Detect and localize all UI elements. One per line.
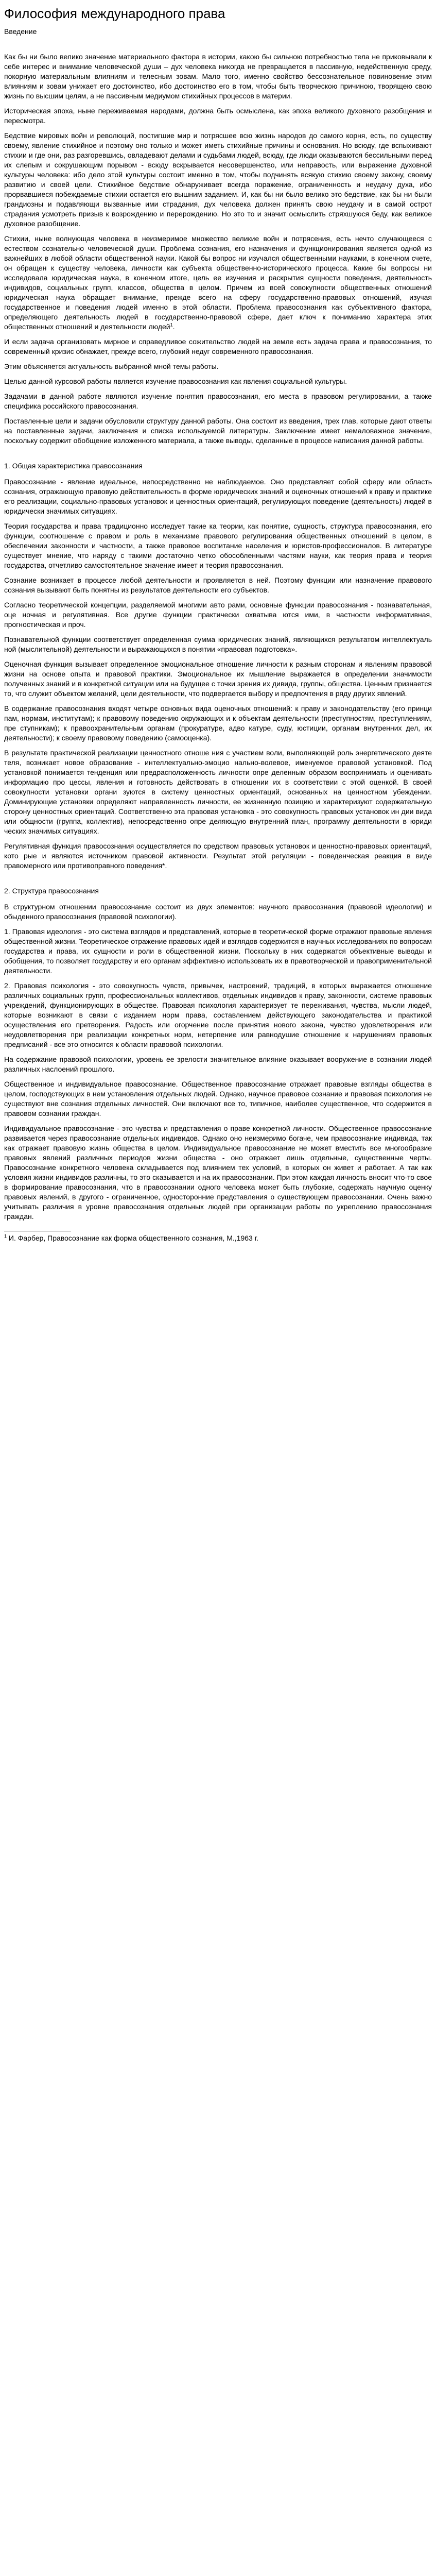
section-2-heading: 2. Структура правосознания [4,887,99,895]
section-1-paragraph: В содержание правосознания входят четыре основных вида оценочных отношений: к праву и законодательству (его принци пам, нормам, институтам); к правовому поведению окружающих и к объектам деятельности (преступностям, преступлениям, пре ступникам); к правоохранительным органам (прокуратуре, адво катуре, суду, юстиции, органам внутренних дел, их деятельности); к своему правовому поведению (самооценка). [4,704,432,742]
section-1-paragraph: Теория государства и права традиционно исследует такие ка теории, как понятие, сущность, структура правосознания, его функции, соотношение с правом и роль в механизме правового регулирования общественных отношений в целом, в обеспечении законности и частности, а также правовое воспитание населения и юристов-профессионалов. В литературе существует мнение, что наряду с такими достаточно четко обособленными частями науки, как теория права и теория государства, отчетливо самостоятельное значение имеет и теория правосознания. [4,522,432,569]
introduction-heading: Введение [4,27,37,36]
document-title: Философия международного права [4,6,225,21]
section-1-paragraph: Сознание возникает в процессе любой деятельности и проявляется в ней. Поэтому функции или назначение правового сознания вызывают быть понятны из результатов деятельности его субъектов. [4,576,432,594]
section-1-paragraph: Оценочная функция вызывает определенное эмоциональное отношение личности к разным сторонам и явлениям правовой жизни на основе опыта и правовой практики. Эмоциональное их мышление выражается в определении значимости полученных знаний и в конкретной ситуации или на будущее с точки зрения их дивида, группы, общества. Ценным признается то, что служит объектом желаний, цели деятельности, что подвергается выбору и предпочтения в ряду других явлений. [4,660,432,698]
section-1-paragraph: Регулятивная функция правосознания осуществляется по средством правовых установок и ценностно-правовых ориентаций, кото рые и являются источником правовой активности. Результат этой регуляции - поведенческая реакция в виде правомерного или противоправного поведения*. [4,842,432,870]
section-2-paragraph: На содержание правовой психологии, уровень ее зрелости значительное влияние оказывает вооружение в сознании людей различных наслоений прошлого. [4,1055,432,1073]
purpose-paragraph: Поставленные цели и задачи обусловили структуру данной работы. Она состоит из введения, трех глав, которые дают ответы на поставленные задачи, заключения и списка используемой литературы. Заключение имеет немаловажное значение, поскольку содержит обобщение изложенного материала, а также выводы, сделанные в процессе написания данной работы. [4,417,432,445]
intro-paragraph-tail: . [172,323,175,331]
section-2-paragraph: В структурном отношении правосознание состоит из двух элементов: научного правосознания (правовой идеологии) и обыденного правосознания (правовой психологии). [4,903,432,921]
purpose-paragraph: И если задача организовать мирное и справедливое сожительство людей на земле есть задача права и правосознания, то современный кризис обнажает, прежде всего, глубокий недуг современного правосознания. [4,337,432,355]
section-2-paragraph: 2. Правовая психология - это совокупность чувств, привычек, настроений, традиций, в которых выражается отношение различных социальных групп, профессиональных коллективов, отдельных индивидов к праву, законности, системе правовых учреждений, функционирующих в обществе. Правовая психология характеризует те переживания, чувства, мысли людей, которые возникают в связи с изданием норм права, составлением действующего законодательства и практикой осуществления его претворения. Радость или огорчение после принятия нового закона, чувство удовлетворения или неудовлетворения при реализации конкретных норм, нетерпение или равнодушие отношение к нарушениям правовых предписаний - все это относится к области правовой психологии. [4,981,432,1048]
intro-paragraph: Бедствие мировых войн и революций, постигшие мир и потрясшее всю жизнь народов до самого корня, есть, по существу своему, явление стихийное и поэтому оно только и может иметь стихийные причины и основания. Но всюду, где вспыхивают стихии и где они, раз разгоревшись, овладевают делами и судьбами людей, всюду, где люди оказываются бессильными перед их слепым и сокрушающим порывом - всюду вскрывается несовершенство, или неправость, или выражение духовной культуры человека: ибо дело этой культуры состоит именно в том, чтобы подчинять всякую стихию своему закону, своему развитию и своей цели. Стихийное бедствие обнаруживает всегда поражение, ограниченность и неудачу духа, ибо прорвавшиеся побеждаемые стихии остается его вышним заданием. И, как бы ни было велико это бедствие, как бы ни были грандиозны и подавляющи вызванные ими страдания, дух человека должен принять свою неудачу и в самой острот страдания усмотреть призыв к возрождению и перерождению. Но это то и значит осмыслить стряхшуюся беду, как великое духовное разобщение. [4,131,432,228]
intro-paragraph-text: Стихии, ныне волнующая человека в неизмеримое множество великие войн и потрясения, есть нечто случающееся с естеством сознательно человеческой души. Проблема сознания, его назначения и функционирования является одной из важнейших в любой области общественной науки. Какой бы вопрос ни изучался общественными науками, в конечном счете, он обращен к существу человека, личности как субъекта общественно-исторического процесса. Какие бы вопросы ни исследовала юридическая наука, в конечном итоге, цель ее изучения и раскрытия сущности поведения, деятельность индивидов, социальных групп, классов, общества в целом. Причем из всей совокупности общественных отношений юридическая наука обращает внимание, прежде всего на сферу государственно-правовых отношений, изучая государственное и поведения людей именно в этой области. Проблема правосознания как субъективного фактора, определяющего деятельность людей в государственно-правовой сфере, дает ключ к пониманию характера этих общественных отношений и деятельности людей [4,234,432,331]
section-2-paragraph: 1. Правовая идеология - это система взглядов и представлений, которые в теоретической форме отражают правовые явления общественной жизни. Теоретическое отражение правовых идей и взглядов содержится в научных исследованиях по вопросам государства и права, их сущности и роли в общественной жизни. Поскольку в них содержатся объективные выводы и обобщения, то позволяет государству и его органам эффективно использовать их в правотворческой и правоприменительной деятельности. [4,927,432,975]
intro-paragraph [4,234,432,332]
intro-paragraph: Как бы ни было велико значение материального фактора в истории, какою бы сильною потребностью тела не приковывали к себе интерес и внимание человеческой души – дух человека никогда не превращается в пассивную, недейственную среду, покорную материальным влияниям и телесным зовам. Мало того, именно свойство бессознательное повиновение этим влияниям и зовам унижает его достоинство, ибо достоинство его в том, чтобы быть творческою причиною, творящею свою жизнь по высшим целям, а не пассивным медиумом стихийных процессов в материи. [4,53,432,100]
footnote-reference[interactable]: 1 [170,322,173,328]
section-1-paragraph: Правосознание - явление идеальное, непосредственно не наблюдаемое. Оно представляет собой сферу или область сознания, отражающую правовую действительность в форме юридических знаний и оценочных отношений к праву и практике его реализации, социально-правовых установок и ценностных ориентаций, регулирующих поведение (деятельность) людей в юридически значимых ситуациях. [4,478,432,515]
section-2-paragraph: Индивидуальное правосознание - это чувства и представления о праве конкретной личности. Общественное правосознание развивается через правосознание отдельных индивидов. Однако оно неизмеримо богаче, чем правосознание индивида, так как отражает правовую жизнь общества в целом. Индивидуальное правосознание не может вместить все многообразие правовых явлений различных периодов жизни общества - оно отражает лишь отдельные, существенные черты. Правосознание конкретного человека складывается под влиянием тех условий, в которых он живет и работает. А так как условия жизни индивидов различны, то это сказывается и на их правосознании. При этом каждая личность вносит что-то свое в формирование правосознания, что в правосознании одного человека может быть глубокие, содержать научную оценку правовых явлений, в другого - ограниченное, односторонние представления о существующем правосознании. Очень важно учитывать различия в уровне правосознания отдельных людей при организации работы по укреплению правосознания граждан. [4,1124,432,1221]
section-1-paragraph: Согласно теоретической концепции, разделяемой многими авто рами, основные функции правосознания - познавательная, оце ночная и регулятивная. Все другие функции практически охватыва ются ими, в частности информативная, прогностическая и проч. [4,601,432,629]
footnote [4,1233,432,1243]
section-1-paragraph: Познавательной функции соответствует определенная сумма юридических знаний, являющихся результатом интеллектуаль ной (мыслительной) деятельности и выражающихся в понятии «правовая подготовка». [4,635,432,653]
purpose-paragraph: Задачами в данной работе являются изучение понятия правосознания, его места в правовом регулировании, а также специфика российского правосознания. [4,392,432,410]
intro-paragraph: Историческая эпоха, ныне переживаемая народами, должна быть осмыслена, как эпоха великого духовного разобщения и пересмотра. [4,107,432,125]
document [0,0,436,1249]
footnote-marker: 1 [4,1233,7,1239]
section-1-paragraph: В результате практической реализации ценностного отноше ния с участием воли, выполняющей роль энергетического деяте теля, возникает новое образование - интеллектуально-эмоцио нально-волевое, именуемое правовой установкой. Под установкой понимается тенденция или предрасположенность личности опре деленным образом воспринимать и оценивать информацию про цессы, явления и готовность действовать в отношении их в соответствии с этой оценкой. В своей совокупности установки органи зуются в систему ценностных ориентаций, основанных на ценностном убеждении. Доминирующие установки определяют направленность личности, ее жизненную позицию и характеризуют содержательную сторону ценностных ориентаций. Соответственно эта правовая установка - это совокупность правовых установок ин дии вида или общности (группа, коллектив), непосредственно опре деляющую внутренний план, программу деятельности в юриди ческих значимых ситуациях. [4,749,432,835]
purpose-paragraph: Целью данной курсовой работы является изучение правосознания как явления социальной культуры. [4,377,347,385]
section-1-heading: 1. Общая характеристика правосознания [4,462,143,470]
purpose-paragraph: Этим объясняется актуальность выбранной мной темы работы. [4,362,219,370]
footnote-text: И. Фарбер, Правосознание как форма общественного сознания, М.,1963 г. [8,1234,259,1242]
section-2-paragraph: Общественное и индивидуальное правосознание. Общественное правосознание отражает правовые взгляды общества в целом, господствующих в нем установления отдельных людей. Однако, научное правовое сознание и правовая психология не существуют вне сознания отдельных личностей. Они включают все то, типичное, наиболее существенное, что содержится в правовом сознании граждан. [4,1080,432,1117]
